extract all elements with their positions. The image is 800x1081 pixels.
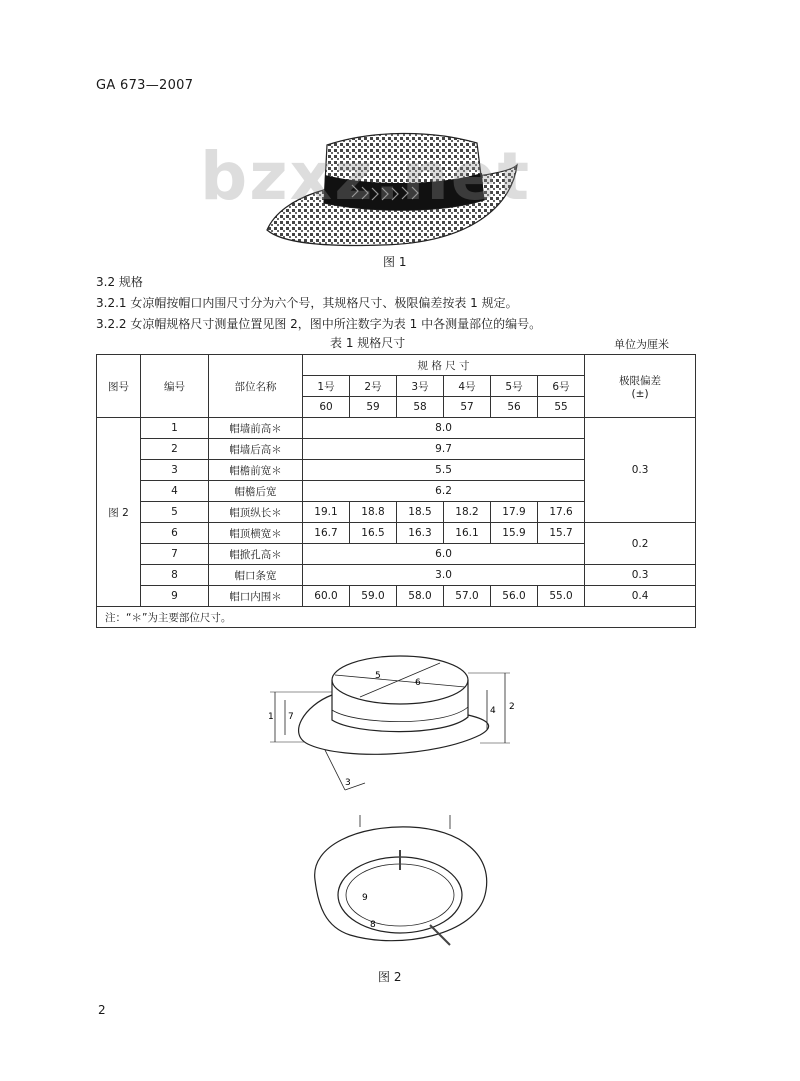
- figure2-caption: 图 2: [378, 970, 402, 984]
- row-value: 18.2: [444, 502, 491, 523]
- size-label: 2号: [350, 376, 397, 397]
- table-note-row: [97, 607, 696, 628]
- hat-measurement-diagram-side: [265, 645, 535, 810]
- row-part: 帽口条宽: [209, 565, 303, 586]
- row-value: 16.5: [350, 523, 397, 544]
- watermark-text: bzxz.net: [200, 138, 532, 215]
- diagram-label-4: 4: [490, 706, 496, 716]
- row-number: 5: [141, 502, 209, 523]
- row-value: 18.5: [397, 502, 444, 523]
- header-number: 编号: [141, 355, 209, 418]
- row-value: 16.1: [444, 523, 491, 544]
- row-value: 58.0: [397, 586, 444, 607]
- row-part: 帽墙前高＊: [209, 418, 303, 439]
- diagram-label-1: 1: [268, 712, 274, 722]
- size-label: 4号: [444, 376, 491, 397]
- size-label: 3号: [397, 376, 444, 397]
- row-part: 帽檐前宽＊: [209, 460, 303, 481]
- size-label: 5号: [491, 376, 538, 397]
- table-caption: 表 1 规格尺寸: [330, 336, 406, 350]
- tolerance-cell: 0.3: [585, 418, 696, 523]
- row-number: 4: [141, 481, 209, 502]
- row-value: 60.0: [303, 586, 350, 607]
- paragraph-3-2-2: 3.2.2 女凉帽规格尺寸测量位置见图 2，图中所注数字为表 1 中各测量部位的编号。: [96, 317, 542, 331]
- size-label: 6号: [538, 376, 585, 397]
- header-spec: 规 格 尺 寸: [303, 355, 585, 376]
- row-value: 6.2: [303, 481, 585, 502]
- fig-label-cell: 图 2: [97, 418, 141, 607]
- diagram-label-6: 6: [415, 678, 421, 688]
- row-value: 9.7: [303, 439, 585, 460]
- diagram-label-9: 9: [362, 893, 368, 903]
- document-number: GA 673—2007: [96, 78, 194, 93]
- header-part: 部位名称: [209, 355, 303, 418]
- table-row: [97, 586, 696, 607]
- row-part: 帽顶横宽＊: [209, 523, 303, 544]
- row-value: 8.0: [303, 418, 585, 439]
- size-value: 57: [444, 397, 491, 418]
- size-value: 60: [303, 397, 350, 418]
- row-value: 56.0: [491, 586, 538, 607]
- row-value: 17.6: [538, 502, 585, 523]
- header-fig-no: 图号: [97, 355, 141, 418]
- hat-measurement-diagram-bottom: [300, 815, 500, 955]
- size-value: 56: [491, 397, 538, 418]
- size-value: 58: [397, 397, 444, 418]
- header-tolerance: [585, 355, 696, 418]
- figure1-caption: 图 1: [383, 255, 407, 269]
- size-value: 59: [350, 397, 397, 418]
- diagram-label-3: 3: [345, 778, 351, 788]
- section-heading: 3.2 规格: [96, 275, 143, 289]
- table-header-row: [97, 355, 696, 376]
- diagram-label-5: 5: [375, 671, 381, 681]
- row-part: 帽檐后宽: [209, 481, 303, 502]
- row-value: 16.7: [303, 523, 350, 544]
- table-note: 注：“＊”为主要部位尺寸。: [97, 607, 696, 628]
- page-number: 2: [98, 1003, 106, 1017]
- diagram-label-2: 2: [509, 702, 515, 712]
- row-value: 3.0: [303, 565, 585, 586]
- row-value: 16.3: [397, 523, 444, 544]
- diagram-label-7: 7: [288, 712, 294, 722]
- table-row: [97, 418, 696, 439]
- row-value: 15.7: [538, 523, 585, 544]
- row-value: 59.0: [350, 586, 397, 607]
- row-number: 2: [141, 439, 209, 460]
- size-value: 55: [538, 397, 585, 418]
- row-value: 6.0: [303, 544, 585, 565]
- diagram-label-8: 8: [370, 920, 376, 930]
- row-part: 帽掀孔高＊: [209, 544, 303, 565]
- paragraph-3-2-1: 3.2.1 女凉帽按帽口内围尺寸分为六个号，其规格尺寸、极限偏差按表 1 规定。: [96, 296, 518, 310]
- tolerance-cell: 0.2: [585, 523, 696, 565]
- row-value: 57.0: [444, 586, 491, 607]
- row-value: 15.9: [491, 523, 538, 544]
- row-number: 7: [141, 544, 209, 565]
- row-value: 18.8: [350, 502, 397, 523]
- row-part: 帽顶纵长＊: [209, 502, 303, 523]
- row-number: 3: [141, 460, 209, 481]
- tolerance-cell: 0.3: [585, 565, 696, 586]
- row-value: 5.5: [303, 460, 585, 481]
- row-value: 19.1: [303, 502, 350, 523]
- table-row: [97, 523, 696, 544]
- row-part: 帽口内围＊: [209, 586, 303, 607]
- row-number: 8: [141, 565, 209, 586]
- row-number: 9: [141, 586, 209, 607]
- spec-table: [96, 354, 696, 628]
- table-unit: 单位为厘米: [614, 338, 669, 351]
- row-value: 17.9: [491, 502, 538, 523]
- row-value: 55.0: [538, 586, 585, 607]
- row-part: 帽墙后高＊: [209, 439, 303, 460]
- row-number: 6: [141, 523, 209, 544]
- header-tolerance-sign: (±): [631, 387, 649, 400]
- table-row: [97, 565, 696, 586]
- tolerance-cell: 0.4: [585, 586, 696, 607]
- row-number: 1: [141, 418, 209, 439]
- header-tolerance-label: 极限偏差: [619, 374, 662, 387]
- size-label: 1号: [303, 376, 350, 397]
